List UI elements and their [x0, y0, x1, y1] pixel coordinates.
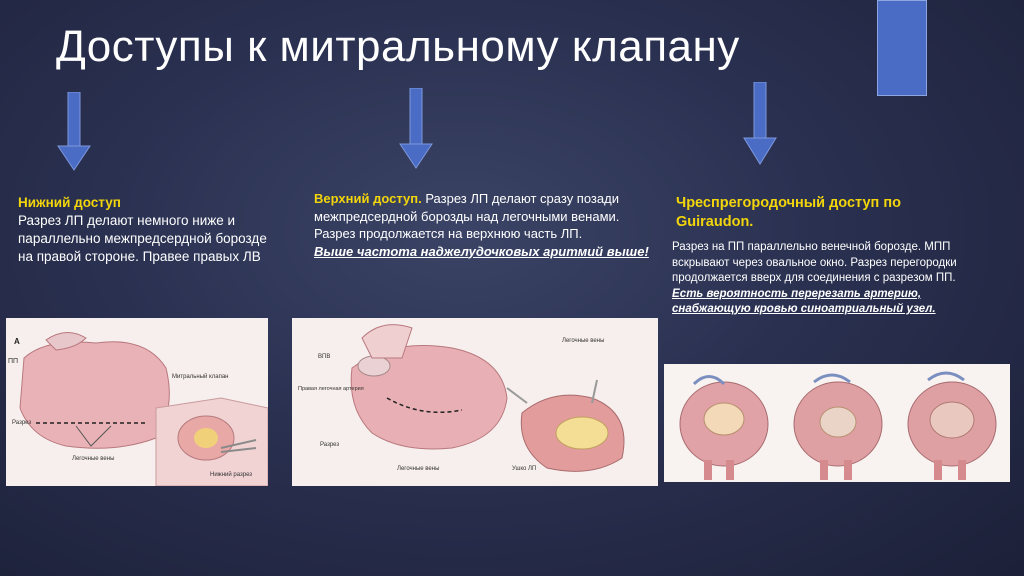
label-pp: ПП [8, 358, 19, 365]
decorative-corner-bar [877, 0, 927, 96]
down-arrow-icon [398, 88, 434, 170]
upper-approach-body: Разрез ЛП делают сразу позади межпредсердной борозды над легочными венами. Разрез продолжается на верхнюю часть ЛП. [314, 191, 620, 241]
lower-approach-body: Разрез ЛП делают немного ниже и параллельно межпредсердной борозде на правой стороне. Правее правых ЛВ [18, 213, 267, 264]
down-arrow-icon [742, 82, 778, 166]
transseptal-approach-illustration [664, 364, 1010, 482]
label-veins: Легочные вены [72, 456, 115, 462]
transseptal-approach-heading: Чреспрегородочный доступ по Guiraudon. [676, 195, 901, 230]
label-cut: Разрез [320, 442, 340, 448]
label-right-pulmonary: Правая легочная артерия [298, 386, 364, 392]
figure-letter: A [14, 337, 20, 346]
upper-approach-text [314, 190, 654, 260]
label-ear: Ушко ЛП [512, 466, 537, 472]
label-vpv: ВПВ [318, 354, 331, 360]
slide-title: Доступы к митральному клапану [56, 22, 740, 71]
lower-approach-text [18, 194, 268, 266]
transseptal-approach-body: Разрез на ПП параллельно венечной борозде. МПП вскрывают через овальное окно. Разрез перегородки продолжается вверх для соединения с разрезом ПП. [672, 241, 957, 284]
lower-approach-heading: Нижний доступ [18, 195, 121, 210]
label-cut: Разрез [12, 420, 32, 426]
down-arrow-icon [56, 92, 92, 172]
upper-approach-illustration [292, 318, 658, 486]
label-lower-cut: Нижний разрез [210, 472, 253, 478]
transseptal-approach-text [672, 240, 962, 318]
upper-approach-heading: Верхний доступ. [314, 191, 422, 206]
transseptal-approach-warning: Есть вероятность перерезать артерию, снабжающую кровью синоатриальный узел. [672, 287, 936, 315]
lower-approach-illustration [6, 318, 268, 486]
label-veins-top: Легочные вены [562, 338, 605, 344]
label-veins-bottom: Легочные вены [397, 466, 440, 472]
upper-approach-warning: Выше частота наджелудочковых аритмий выше! [314, 243, 649, 259]
label-mitral: Митральный клапан [172, 374, 229, 380]
